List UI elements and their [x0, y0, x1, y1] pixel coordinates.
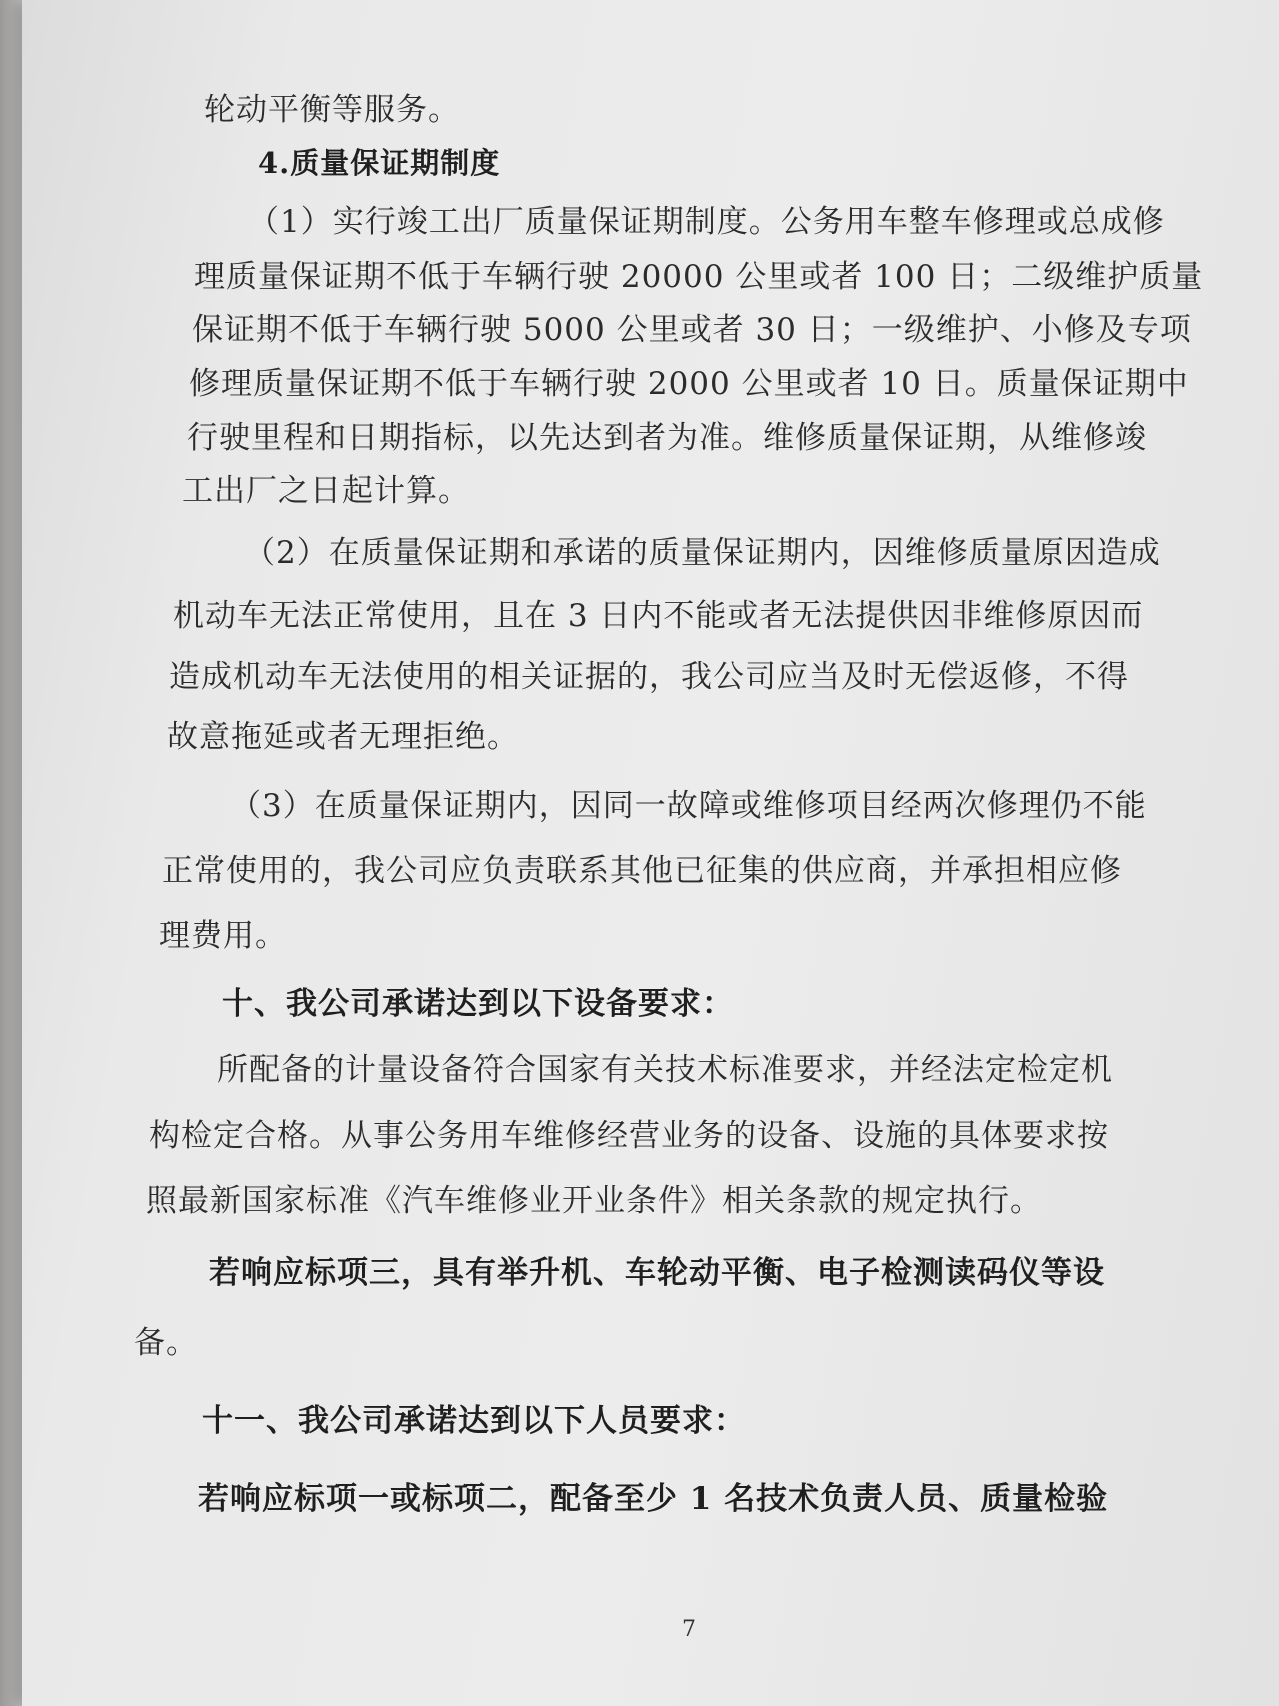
text-line-20: 若响应标项三，具有举升机、车轮动平衡、电子检测读码仪等设 — [209, 1255, 1105, 1291]
text-line-21: 备。 — [134, 1325, 198, 1361]
text-line-18: 构检定合格。从事公务用车维修经营业务的设备、设施的具体要求按 — [149, 1118, 1109, 1154]
section-heading-10: 十、我公司承诺达到以下设备要求： — [222, 986, 734, 1022]
text-line-23: 若响应标项一或标项二，配备至少 1 名技术负责人员、质量检验 — [198, 1481, 1109, 1517]
section-heading-4: 4.质量保证期制度 — [258, 146, 501, 180]
text-line-17: 所配备的计量设备符合国家有关技术标准要求，并经法定检定机 — [217, 1052, 1113, 1088]
text-line-11: 造成机动车无法使用的相关证据的，我公司应当及时无偿返修，不得 — [169, 659, 1129, 695]
text-line-13: （3）在质量保证期内，因同一故障或维修项目经两次修理仍不能 — [230, 788, 1147, 824]
section-heading-11: 十一、我公司承诺达到以下人员要求： — [202, 1403, 746, 1439]
text-line-1: 轮动平衡等服务。 — [204, 92, 460, 128]
text-line-6: 修理质量保证期不低于车辆行驶 2000 公里或者 10 日。质量保证期中 — [189, 366, 1189, 402]
text-line-4: 理质量保证期不低于车辆行驶 20000 公里或者 100 日；二级维护质量 — [194, 259, 1204, 295]
text-line-8: 工出厂之日起计算。 — [182, 473, 470, 509]
page-number: 7 — [682, 1617, 696, 1642]
text-line-5: 保证期不低于车辆行驶 5000 公里或者 30 日；一级维护、小修及专项 — [192, 312, 1192, 348]
text-line-19: 照最新国家标准《汽车维修业开业条件》相关条款的规定执行。 — [146, 1183, 1042, 1219]
text-line-3: （1）实行竣工出厂质量保证期制度。公务用车整车修理或总成修 — [248, 204, 1165, 240]
text-line-10: 机动车无法正常使用，且在 3 日内不能或者无法提供因非维修原因而 — [173, 598, 1144, 634]
text-line-9: （2）在质量保证期和承诺的质量保证期内，因维修质量原因造成 — [244, 535, 1161, 571]
document-page — [22, 0, 1279, 1706]
text-line-14: 正常使用的，我公司应负责联系其他已征集的供应商，并承担相应修 — [162, 853, 1122, 889]
text-line-7: 行驶里程和日期指标，以先达到者为准。维修质量保证期，从维修竣 — [187, 420, 1147, 456]
text-line-15: 理费用。 — [159, 918, 287, 954]
text-line-12: 故意拖延或者无理拒绝。 — [167, 719, 519, 755]
